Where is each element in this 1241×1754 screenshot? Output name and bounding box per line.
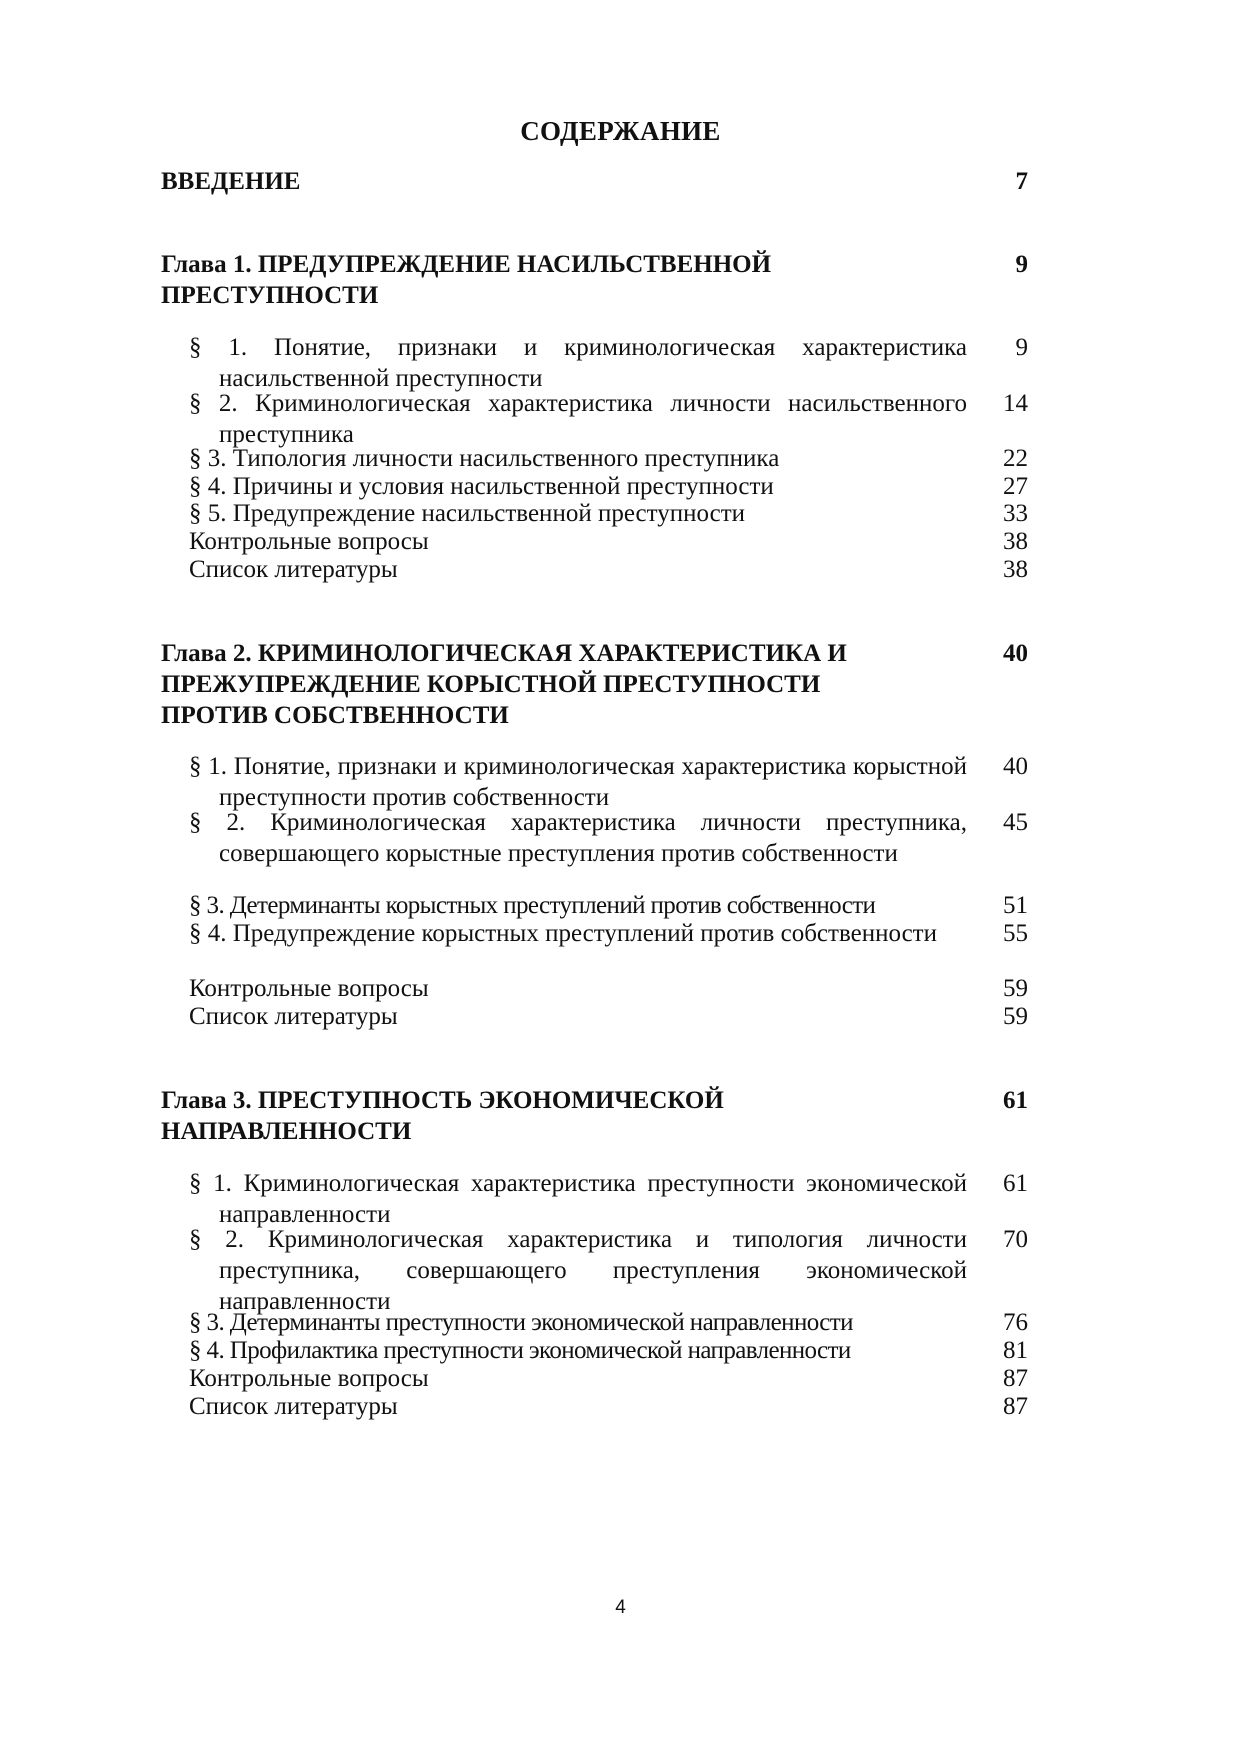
section-page: 14 <box>1003 390 1028 417</box>
section-text: § 4. Причины и условия насильственной преступности <box>189 473 774 500</box>
questions-label: Контрольные вопросы <box>189 1365 429 1392</box>
questions-label: Контрольные вопросы <box>189 975 429 1002</box>
section-text: § 2. Криминологическая характеристика личности преступника, совершающего корыстные преступления против собственности <box>189 809 967 867</box>
section-text: § 2. Криминологическая характеристика личности насильственного преступника <box>189 390 967 448</box>
toc-intro-label: ВВЕДЕНИЕ <box>161 168 301 195</box>
literature-label: Список литературы <box>189 556 398 583</box>
section-page: 51 <box>1003 892 1028 919</box>
literature-label: Список литературы <box>189 1393 398 1420</box>
chapter-3-title: Глава 3. ПРЕСТУПНОСТЬ ЭКОНОМИЧЕСКОЙ НАПРАВЛЕННОСТИ <box>161 1087 724 1145</box>
section-text: § 4. Профилактика преступности экономической направленности <box>189 1337 851 1364</box>
questions-page: 59 <box>1003 975 1028 1002</box>
section-page: 70 <box>1003 1226 1028 1253</box>
section-text: § 1. Криминологическая характеристика преступности экономической направленности <box>189 1170 967 1228</box>
chapter-1-title: Глава 1. ПРЕДУПРЕЖДЕНИЕ НАСИЛЬСТВЕННОЙ ПРЕСТУПНОСТИ <box>161 251 772 309</box>
section-text: § 5. Предупреждение насильственной преступности <box>189 500 746 527</box>
section-page: 40 <box>1003 753 1028 780</box>
toc-intro-page: 7 <box>1015 168 1028 195</box>
section-text: § 3. Типология личности насильственного преступника <box>189 445 780 472</box>
literature-page: 59 <box>1003 1003 1028 1030</box>
section-page: 45 <box>1003 809 1028 836</box>
questions-label: Контрольные вопросы <box>189 528 429 555</box>
section-text: § 3. Детерминанты преступности экономической направленности <box>189 1309 853 1336</box>
section-text: § 4. Предупреждение корыстных преступлений против собственности <box>189 920 937 947</box>
literature-page: 87 <box>1003 1393 1028 1420</box>
section-page: 33 <box>1003 500 1028 527</box>
section-page: 55 <box>1003 920 1028 947</box>
section-text: § 2. Криминологическая характеристика и типология личности преступника, совершающего преступления экономической направленности <box>189 1226 967 1315</box>
chapter-2-title: Глава 2. КРИМИНОЛОГИЧЕСКАЯ ХАРАКТЕРИСТИКА И ПРЕЖУПРЕЖДЕНИЕ КОРЫСТНОЙ ПРЕСТУПНОСТИ ПРОТИВ СОБСТВЕННОСТИ <box>161 640 847 729</box>
section-text: § 1. Понятие, признаки и криминологическая характеристика насильственной преступности <box>189 334 967 392</box>
literature-page: 38 <box>1003 556 1028 583</box>
chapter-1-page: 9 <box>1015 251 1028 278</box>
section-page: 22 <box>1003 445 1028 472</box>
section-text: § 1. Понятие, признаки и криминологическая характеристика корыстной преступности против собственности <box>189 753 967 811</box>
section-page: 61 <box>1003 1170 1028 1197</box>
questions-page: 38 <box>1003 528 1028 555</box>
section-page: 76 <box>1003 1309 1028 1336</box>
toc-title: СОДЕРЖАНИЕ <box>520 116 721 146</box>
chapter-3-page: 61 <box>1003 1087 1028 1114</box>
section-page: 9 <box>1015 334 1028 361</box>
questions-page: 87 <box>1003 1365 1028 1392</box>
section-page: 81 <box>1003 1337 1028 1364</box>
literature-label: Список литературы <box>189 1003 398 1030</box>
page-number: 4 <box>615 1597 626 1618</box>
chapter-2-page: 40 <box>1003 640 1028 667</box>
section-text: § 3. Детерминанты корыстных преступлений против собственности <box>189 892 876 919</box>
section-page: 27 <box>1003 473 1028 500</box>
